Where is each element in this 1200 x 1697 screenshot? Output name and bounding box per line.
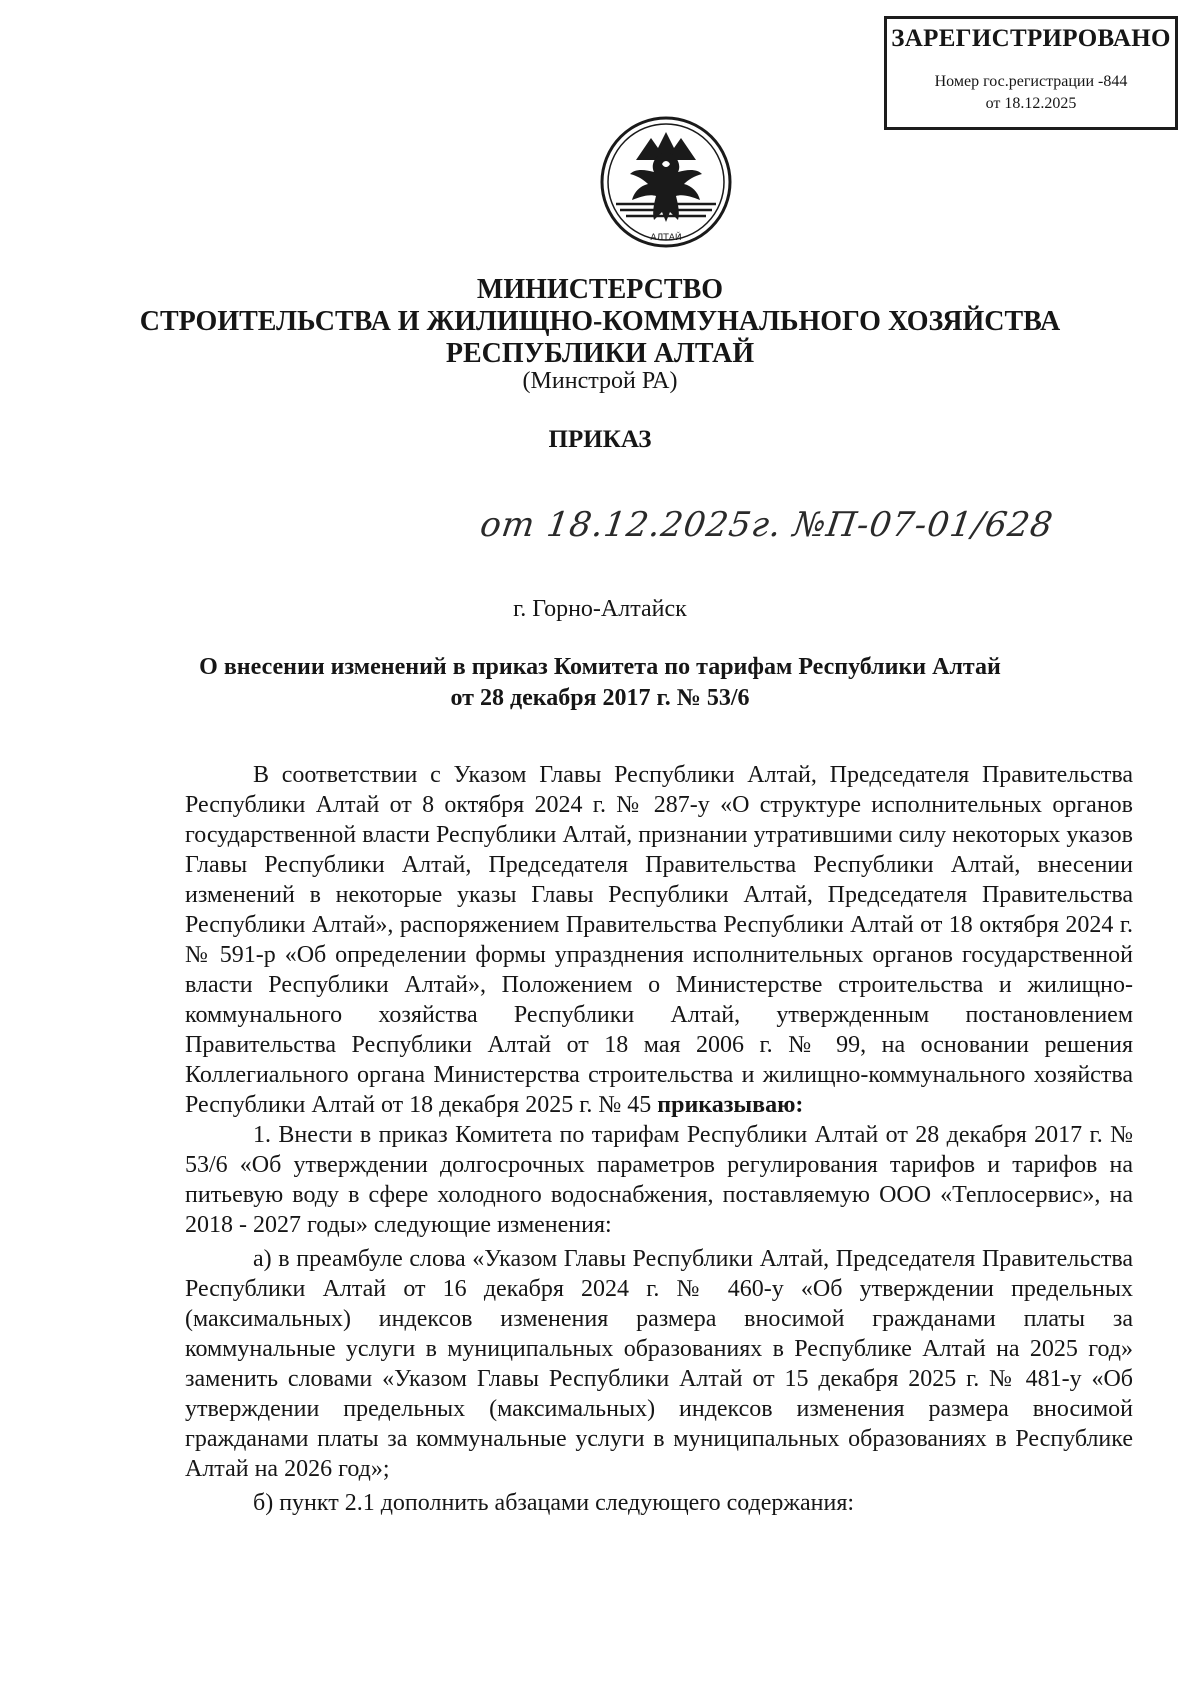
preamble-paragraph	[185, 760, 1133, 1120]
ministry-short-name: (Минстрой РА)	[522, 368, 678, 394]
item-a-paragraph: а) в преамбуле слова «Указом Главы Республики Алтай, Председателя Правительства Республики Алтай от 16 декабря 2024 г. № 460-у «Об утверждении предельных (максимальных) индексов изменения размера вносимой гражданами платы за коммунальные услуги в муниципальных образованиях в Республике Алтай на 2025 год» заменить словами «Указом Главы Республики Алтай от 15 декабря 2025 г. № 481-у «Об утверждении предельных (максимальных) индексов изменения размера вносимой гражданами платы за коммунальные услуги в муниципальных образованиях в Республике Алтай на 2026 год»;	[185, 1246, 1133, 1482]
preamble-bold: приказываю:	[657, 1092, 804, 1118]
item-1-paragraph: 1. Внести в приказ Комитета по тарифам Республики Алтай от 28 декабря 2017 г. № 53/6 «Об утверждении долгосрочных параметров регулирования тарифов и тарифов на питьевую воду в сфере холодного водоснабжения, поставляемую ООО «Теплосервис», на 2018 - 2027 годы» следующие изменения:	[185, 1122, 1133, 1238]
coat-of-arms-altai-icon	[596, 112, 736, 252]
ministry-line-2: СТРОИТЕЛЬСТВА И ЖИЛИЩНО-КОММУНАЛЬНОГО ХОЗЯЙСТВА	[139, 306, 1061, 337]
order-date-number: от 18.12.2025г. №П-07-01/628	[477, 505, 1056, 545]
stamp-title: ЗАРЕГИСТРИРОВАНО	[891, 25, 1171, 52]
emblem-text: АЛТАЙ	[650, 233, 682, 243]
ministry-name	[0, 274, 1200, 370]
title-line-1: О внесении изменений в приказ Комитета по тарифам Республики Алтай	[199, 654, 1001, 680]
handwritten-date-number	[477, 486, 1056, 556]
title-line-2: от 28 декабря 2017 г. № 53/6	[450, 685, 750, 711]
registration-stamp	[884, 16, 1178, 130]
item-b-paragraph: б) пункт 2.1 дополнить абзацами следующего содержания:	[253, 1490, 855, 1516]
document-body	[185, 760, 1133, 1518]
stamp-registration-number: Номер гос.регистрации -844	[934, 73, 1128, 90]
document-title	[100, 652, 1100, 714]
preamble-text: В соответствии с Указом Главы Республики Алтай, Председателя Правительства Республики Алтай от 8 октября 2024 г. № 287-у «О структуре исполнительных органов государственной власти Республики Алтай, признании утратившими силу некоторых указов Главы Республики Алтай, Председателя Правительства Республики Алтай, внесении изменений в некоторые указы Главы Республики Алтай, Председателя Правительства Республики Алтай», распоряжением Правительства Республики Алтай от 18 октября 2024 г. № 591-р «Об определении формы упразднения исполнительных органов государственной власти Республики Алтай», Положением о Министерстве строительства и жилищно-коммунального хозяйства Республики Алтай, утвержденным постановлением Правительства Республики Алтай от 18 мая 2006 г. № 99, на основании решения Коллегиального органа Министерства строительства и жилищно-коммунального хозяйства Республики Алтай от 18 декабря 2025 г. № 45	[185, 762, 1133, 1118]
stamp-registration-date: от 18.12.2025	[985, 95, 1077, 112]
ministry-line-3: РЕСПУБЛИКИ АЛТАЙ	[445, 338, 755, 369]
city: г. Горно-Алтайск	[513, 596, 687, 622]
document-type: ПРИКАЗ	[548, 426, 652, 453]
ministry-line-1: МИНИСТЕРСТВО	[476, 274, 724, 305]
